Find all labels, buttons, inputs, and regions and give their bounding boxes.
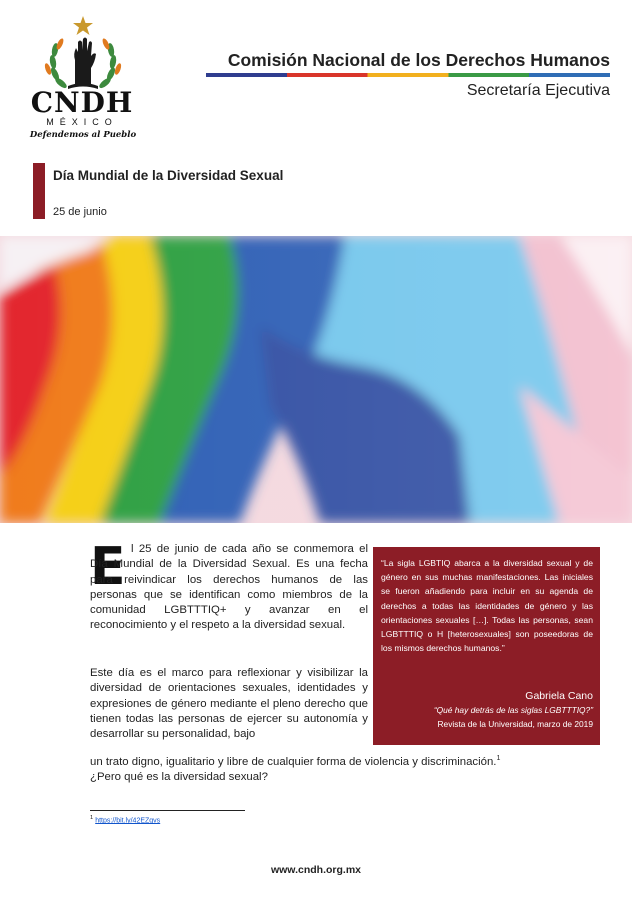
document-date: 25 de junio — [53, 206, 107, 218]
footnote-link[interactable]: https://bit.ly/42EZqvs — [95, 817, 161, 825]
drop-cap: E — [90, 537, 126, 597]
footnote-number: 1 — [90, 815, 94, 821]
logo-hand — [74, 38, 96, 85]
department-name: Secretaría Ejecutiva — [466, 82, 610, 99]
title-accent-bar — [33, 163, 45, 219]
page-title: Día Mundial de la Diversidad Sexual — [53, 168, 284, 183]
footnote — [90, 815, 160, 824]
footnote-divider — [90, 810, 245, 811]
footer-website[interactable]: www.cndh.org.mx — [270, 864, 362, 876]
quote-source-publication: Revista de la Universidad, marzo de 2019 — [437, 719, 593, 729]
logo-wordmark: CNDH — [30, 86, 134, 119]
quote-source-title: “Qué hay detrás de las siglas LGBTTTIQ?” — [433, 705, 593, 715]
organization-name: Comisión Nacional de los Derechos Humanos — [227, 50, 610, 70]
logo-motto: Defendemos al Pueblo — [29, 130, 137, 140]
rainbow-flag-photo — [0, 236, 632, 523]
logo-star — [73, 16, 93, 35]
paragraph-reflection: Este día es el marco para reflexionar y visibilizar la diversidad de orientaciones sexuales, identidades y expresiones de género mediante el pleno derecho que tienen todas las personas de ejercer su autonomía y desarrollar su personalidad, bajo — [90, 667, 368, 741]
paragraph-reflection-tail — [90, 751, 560, 785]
closing-question: ¿Pero qué es la diversidad sexual? — [90, 771, 268, 784]
footnote-marker[interactable]: 1 — [496, 755, 501, 762]
paragraph-reflection-end: un trato digno, igualitario y libre de cualquier forma de violencia y discriminación. — [90, 755, 497, 768]
tricolor-rule — [206, 73, 610, 77]
logo-country: MÉXICO — [46, 117, 118, 127]
paragraph-intro: l 25 de junio de cada año se conmemora el Día Mundial de la Diversidad Sexual. Es una fecha para reivindicar los derechos humanos de las personas que se identifican como miembros de la comunidad LGBTTTIQ+ y avanzar en el reconocimiento y el respeto a la diversidad sexual. — [90, 543, 368, 632]
quote-text: “La sigla LGBTIQ abarca a la diversidad sexual y de género en sus muchas manifestaciones. Las iniciales se fueron añadiendo para incluir en su agenda de derechos a todas las identidades de género y las orientaciones sexuales […]. Todas las personas, sean LGBTTTIQ o H [heterosexuales] son poseedoras de los mismos derechos humanos.” — [381, 558, 593, 654]
cndh-logo — [28, 14, 138, 149]
quote-author: Gabriela Cano — [525, 690, 593, 702]
